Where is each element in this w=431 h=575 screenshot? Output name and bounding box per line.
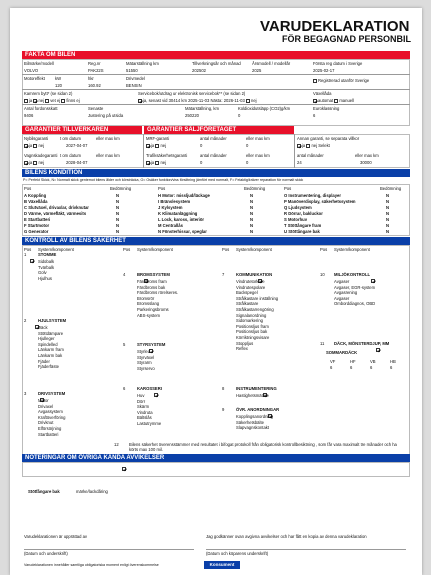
safety-item: Parkeringsbroms xyxy=(137,307,169,312)
condition-item-label: P Manöverdisplay, säkerhetssystem xyxy=(284,199,356,204)
safety-group-title: KAROSSERI xyxy=(137,386,162,391)
condition-item-label: F Startmotor xyxy=(24,223,50,228)
condition-item-label: B Växellåda xyxy=(24,199,48,204)
condition-item-label: D Värme, värmefläkt, värmesits xyxy=(24,211,87,216)
safety-group-number: 6 xyxy=(123,386,126,391)
field-label-kw: kW xyxy=(55,76,62,81)
imported-label: Registrerad utanför Sverige xyxy=(318,78,370,83)
service-book-options[interactable]: ja, senast vid 30414 km 2025-11-03 Nästa: 2026-11-03 nej xyxy=(138,98,257,103)
condition-item-label: U Stöttångare bak xyxy=(284,229,320,234)
service-book-label: Servicebok/utdrag ur elektronisk servicebok** (se sidan 2) xyxy=(138,91,246,96)
safety-group-number: 4 xyxy=(123,272,126,277)
divider xyxy=(143,134,144,168)
field-value-hp: 160.92 xyxy=(88,83,101,88)
timing-belt-label: Kamrem bytt* (se sidan 2) xyxy=(24,91,73,96)
safety-group-title: INSTRUMENTERING xyxy=(236,386,277,391)
safety-item: Fjäder xyxy=(38,358,50,364)
tire-depth-value: 6 xyxy=(330,365,333,370)
signature-line[interactable] xyxy=(24,549,194,550)
safety-item: Kopplingsanordning xyxy=(236,414,274,419)
safety-item: Strålkastare xyxy=(236,301,259,307)
safety-item: Strålkastare inställning xyxy=(236,295,279,301)
safety-pos-12: 12 xyxy=(114,442,119,447)
safety-col-system: System/komponent xyxy=(236,247,272,252)
field-value-modelyear: 2025 xyxy=(252,68,262,73)
safety-item: Hastighetsmätare xyxy=(236,393,269,398)
safety-item: Startbatteri xyxy=(38,431,59,437)
field-value-co2: 0 xyxy=(238,113,241,118)
safety-col-pos: Pos xyxy=(123,247,131,252)
traffic-safety-warranty-label: Trafiksäkerhetsgaranti xyxy=(146,153,188,158)
safety-item: Färdbroms bak xyxy=(137,284,166,290)
condition-item-label: S Motorhuv xyxy=(284,217,308,222)
safety-group-title: BROMSSYSTEM xyxy=(137,272,170,277)
safety-item: Positionsljus fram xyxy=(236,323,269,329)
divider xyxy=(22,104,410,105)
condition-item-rating[interactable]: N xyxy=(250,229,254,234)
condition-item-rating[interactable]: N xyxy=(250,217,254,222)
condition-item-rating[interactable]: N xyxy=(116,211,120,216)
vehicle-damage-warranty-date: 2028-04-07 xyxy=(66,160,88,165)
imported-checkbox[interactable] xyxy=(313,78,369,83)
condition-item-label: C Slutväxel, drivaxlar, drivknutar xyxy=(24,205,89,210)
safety-item: Dörr xyxy=(137,398,146,404)
traffic-safety-warranty-km: 0 xyxy=(246,160,249,165)
safety-group-number: 10 xyxy=(320,272,325,277)
section-facts-heading: FAKTA OM BILEN xyxy=(22,51,410,59)
field-value-regnr: PAK22S xyxy=(88,68,104,73)
safety-checkbox[interactable] xyxy=(30,259,34,263)
condition-item-rating[interactable]: N xyxy=(116,205,120,210)
safety-item: Skärm xyxy=(137,404,150,410)
safety-item: Länkarm bak xyxy=(38,353,63,358)
condition-col-pos: Pos xyxy=(284,186,292,191)
safety-item: Lastutrymme xyxy=(137,421,162,426)
condition-col-rating: Bedömning xyxy=(380,186,402,191)
safety-checkbox[interactable] xyxy=(154,393,158,397)
tire-position-label: HB xyxy=(390,359,396,364)
safety-col-pos: Pos xyxy=(24,247,32,252)
safety-item: Sidomarkering xyxy=(236,318,263,324)
section-warranty-seller-heading: GARANTIER SÄLJFÖRETAGET xyxy=(144,126,294,134)
warranty-col-label: eller max km xyxy=(96,153,120,158)
tire-depth-value: 6 xyxy=(370,365,373,370)
field-label-hp: hkr xyxy=(88,76,94,81)
condition-item-rating[interactable]: N xyxy=(386,229,390,234)
safety-item: Backspegel xyxy=(236,290,258,296)
condition-item-rating[interactable]: N xyxy=(250,211,254,216)
document-subtitle: FÖR BEGAGNAD PERSONBIL xyxy=(282,34,412,44)
section-notes-heading: NOTERINGAR OM ÖVRIGA KÄNDA AVVIKELSER xyxy=(22,454,410,462)
safety-group-number: 2 xyxy=(24,318,27,323)
warranty-col-label: MRF-garanti xyxy=(146,136,170,141)
safety-item: Spindelled xyxy=(38,341,58,347)
condition-col-rating: Bedömning xyxy=(110,186,132,191)
field-label-regnr: Reg.nr xyxy=(88,61,101,66)
safety-item: Huv xyxy=(137,393,145,398)
condition-legend: P= Perfekt Skick, N= Normalt skick gentemot bilens ålder och körsträcka, O= Osäker funktion/viss förslitning jämfört med normalt, F= Felaktig/kräver reparation för normalt skick xyxy=(23,178,304,182)
safety-group-number: 9 xyxy=(222,407,225,412)
condition-item-label: A Koppling xyxy=(24,193,47,198)
field-value-manufacture: 202502 xyxy=(192,68,206,73)
condition-item-label: E Startbatteri xyxy=(24,217,51,222)
safety-item: Hjulleger xyxy=(38,336,55,342)
safety-item: Säkerhetsbälte xyxy=(236,419,264,425)
safety-col-pos: Pos xyxy=(222,247,230,252)
tire-position-label: VF xyxy=(330,359,336,364)
safety-item: Golv xyxy=(38,270,47,276)
safety-group-number: 1 xyxy=(24,252,27,257)
condition-item-rating[interactable]: N xyxy=(250,205,254,210)
safety-item: Avgaser, EGR-system xyxy=(334,284,376,290)
prepared-by-label: Varudeklarationen är upprättad av xyxy=(24,534,88,539)
note-label: Stötfångare bak xyxy=(28,489,60,494)
condition-col-pos: Pos xyxy=(24,186,32,191)
safety-item: Elförsörjning xyxy=(38,426,62,431)
warranty-col-label: eller max km xyxy=(96,136,120,141)
warranty-col-label: eller max km xyxy=(246,136,270,141)
condition-item-rating[interactable]: N xyxy=(116,193,120,198)
safety-item: Drivknut xyxy=(38,420,54,426)
safety-item: ABS-system xyxy=(137,312,161,318)
field-label-firstreg: Första reg datum i Sverige xyxy=(313,61,363,66)
condition-item-rating[interactable]: N xyxy=(250,199,254,204)
condition-item-rating[interactable]: N xyxy=(386,205,390,210)
safety-group-title: MILJÖKONTROLL xyxy=(334,272,371,277)
condition-item-rating[interactable]: N xyxy=(116,217,120,222)
field-label-odometer: Mätarställning, km xyxy=(185,106,219,111)
field-label-co2: Koldioxidutsläpp (CO2)g/km xyxy=(238,106,291,111)
warranty-col-label: t om datum xyxy=(60,136,81,141)
safety-item: Vindruta xyxy=(137,409,153,415)
field-value-latest: Justering på utsida xyxy=(88,113,124,118)
buyer-signature-caption: (Datum och köparens underskrift) xyxy=(206,551,269,556)
condition-item-label: K Klimatanläggning xyxy=(158,211,198,216)
field-label-power: Motoreffekt xyxy=(24,76,45,81)
condition-item-rating[interactable]: N xyxy=(250,193,254,198)
safety-item: Styrled xyxy=(137,349,151,354)
safety-item: Färdbroms fram xyxy=(137,279,167,284)
safety-group-title: STOMME xyxy=(38,252,57,257)
safety-item: Motor xyxy=(38,398,49,403)
divider xyxy=(22,74,410,75)
section-safety-heading: KONTROLL AV BILENS SÄKERHET xyxy=(22,237,410,245)
safety-group-number: 8 xyxy=(222,386,225,391)
condition-item-label: M Centrallås xyxy=(158,223,183,228)
safety-item: Stoppljus xyxy=(236,340,254,346)
safety-group-title: STYRSYSTEM xyxy=(137,342,166,347)
tire-position-label: VB xyxy=(370,359,376,364)
safety-group-number: 5 xyxy=(123,342,126,347)
safety-group-title: ÖVR. ANORDNINGAR xyxy=(236,407,280,412)
field-label-manufacture: Tillverkningsår och månad xyxy=(192,61,241,66)
safety-item: Styrarm xyxy=(137,360,152,366)
safety-item: Reflex xyxy=(236,346,248,352)
safety-item: Körriktningsvisare xyxy=(236,335,270,340)
consumer-logo: Konsument xyxy=(204,561,240,569)
condition-item-label: N Fönsterhissar, speglar xyxy=(158,229,207,234)
safety-item: Signalanordning xyxy=(236,312,267,318)
condition-item-label: Q Ljudsystem xyxy=(284,205,312,210)
mrf-warranty-check[interactable]: ja nej xyxy=(146,143,166,148)
declaration-page xyxy=(10,8,422,575)
safety-item: Sidobalk xyxy=(38,259,55,264)
safety-item: Däck xyxy=(38,325,48,330)
safety-item: Bältslås xyxy=(137,415,152,421)
traffic-safety-warranty-months: 0 xyxy=(200,160,203,165)
condition-item-label: L Lock, kaross, interiör xyxy=(158,217,205,222)
vehicle-damage-warranty-check[interactable]: ja nej xyxy=(24,160,44,165)
gearbox-label: Växellåda xyxy=(313,91,332,96)
safety-item: Länkarm fram xyxy=(38,347,64,353)
safety-group-number: 11 xyxy=(320,341,325,346)
condition-item-label: R Dörrar, bakluckor xyxy=(284,211,323,216)
safety-item: Strålkastarrengöring xyxy=(236,307,274,312)
safety-item: Stöttdämpare xyxy=(38,330,64,336)
safety-checkbox[interactable] xyxy=(376,348,380,352)
safety-col-pos: Pos xyxy=(320,247,328,252)
warranty-col-label: eller max km xyxy=(355,153,379,158)
safety-item: Avgassystem xyxy=(38,409,63,415)
notes-box xyxy=(22,462,410,477)
field-label-fuel: Drivmedel xyxy=(126,76,145,81)
condition-col-rating: Bedömning xyxy=(244,186,266,191)
condition-item-rating[interactable]: N xyxy=(386,193,390,198)
safety-item: Tvärbalk xyxy=(38,264,55,270)
new-car-warranty-check[interactable]: ja nej xyxy=(24,143,44,148)
field-value-kw: 120 xyxy=(55,83,62,88)
other-warranty-check[interactable]: ja nej Selekt xyxy=(297,143,330,148)
field-label-modelyear: Årsmodell / modellår xyxy=(252,61,291,66)
field-label-tax: Antal fordonsskatt xyxy=(24,106,58,111)
safety-item: Färdbroms rörelseres. xyxy=(137,290,179,296)
condition-item-rating[interactable]: N xyxy=(250,223,254,228)
safety-item: Omborddiagnos, OBD xyxy=(334,301,376,307)
condition-box xyxy=(22,184,410,236)
vehicle-damage-warranty-label: Vagnskadegaranti xyxy=(24,153,58,158)
safety-group-title: DÄCK, MÖNSTERDJUP, MM xyxy=(334,341,390,346)
mrf-warranty-months: 0 xyxy=(200,143,203,148)
safety-group-number: 7 xyxy=(222,272,225,277)
safety-item: Hjulhus xyxy=(38,275,52,281)
safety-item: Vindrutespolare xyxy=(236,284,266,290)
safety-group-title: HJULSYSTEM xyxy=(38,318,67,323)
safety-group-title: KOMMUNIKATION xyxy=(236,272,273,277)
field-value-odometer: 250220 xyxy=(185,113,199,118)
field-value-euro: 6 xyxy=(313,113,316,118)
field-label-euro: Euroklassning xyxy=(313,106,340,111)
other-warranty-months: 24 xyxy=(297,160,302,165)
warranty-col-label: t om datum xyxy=(60,153,81,158)
section-warranty-manufacturer-heading: GARANTIER TILLVERKAREN xyxy=(22,126,142,134)
safety-item: Styrväxel xyxy=(137,354,155,360)
safety-item: Avgaser xyxy=(334,279,350,284)
divider xyxy=(294,134,295,168)
condition-item-label: I Bränslesystem xyxy=(158,199,191,204)
note-text: märke/lackdåring xyxy=(76,489,108,494)
fine-print: Varudeklarationen innehåller samtliga obligatoriska moment enligt överenskommelse xyxy=(24,563,159,567)
other-warranty-label: Annan garanti, se separata villkor xyxy=(297,136,360,141)
section-condition-heading: BILENS KONDITION xyxy=(22,169,410,177)
field-value-mileage: 51550 xyxy=(126,68,138,73)
condition-item-rating[interactable]: N xyxy=(386,199,390,204)
condition-item-label: T Stöttångare fram xyxy=(284,223,322,228)
condition-col-pos: Pos xyxy=(158,186,166,191)
warranty-col-label: antal månader xyxy=(297,153,324,158)
safety-item: Avgasrening xyxy=(334,290,358,296)
safety-item: Bromsslang xyxy=(137,301,160,307)
field-value-tax: 9406 xyxy=(24,113,34,118)
condition-item-label: J Kylsystem xyxy=(158,205,183,210)
safety-item: Bromsrör xyxy=(137,295,155,301)
buyer-approval-label: Jag godkänner ovan avgivna avvikelser och har fått en kopia av denna varudeklaration xyxy=(206,534,367,539)
condition-item-rating[interactable]: N xyxy=(386,211,390,216)
tire-depth-value: 6 xyxy=(390,365,393,370)
safety-checkbox[interactable] xyxy=(371,279,375,283)
warranty-col-label: eller max km xyxy=(246,153,270,158)
warranty-col-label: antal månader xyxy=(200,153,227,158)
safety-item: Vindrutetorkare xyxy=(236,279,265,284)
safety-item: Slapvagnskontakt xyxy=(236,425,270,431)
safety-col-system: System/komponent xyxy=(137,247,173,252)
mrf-warranty-km: 0 xyxy=(246,143,249,148)
tire-depth-value: 6 xyxy=(350,365,353,370)
field-label-latest: Senaste xyxy=(88,106,104,111)
safety-item: Avgaser xyxy=(334,295,350,301)
safety-inspection-note: Bilens säkerhet överensstämmer med resultatet i bifogat protokoll från obligatorisk kontrollbesiktning , som får vara maximalt tre månader och ha körts max 100 mil. xyxy=(129,442,397,452)
safety-item: Drivaxel xyxy=(38,403,54,409)
field-value-fuel: BENSIN xyxy=(126,83,142,88)
tire-position-label: HF xyxy=(350,359,356,364)
traffic-safety-warranty-check[interactable]: ja nej xyxy=(146,160,166,165)
condition-item-label: G Generator xyxy=(24,229,49,234)
condition-item-rating[interactable]: N xyxy=(116,199,120,204)
warranty-col-label: Nybilsgaranti xyxy=(24,136,49,141)
field-label-mileage: Mätarställning km xyxy=(126,61,159,66)
timing-belt-options[interactable]: ja nej vet ej finns ej xyxy=(24,98,80,103)
condition-item-label: H Motor: missljud/läckage xyxy=(158,193,210,198)
field-value-firstreg: 2025-02-17 xyxy=(313,68,335,73)
field-label-make: Bilmärke/modell xyxy=(24,61,54,66)
condition-item-label: O Instrumentering, displayer xyxy=(284,193,342,198)
safety-group-number: 3 xyxy=(24,391,27,396)
safety-group-title: DRIVSYSTEM xyxy=(38,391,66,396)
condition-item-rating[interactable]: N xyxy=(116,229,120,234)
safety-item: Styrservo xyxy=(137,365,155,371)
safety-item: Fjäderfäste xyxy=(38,364,59,370)
condition-item-rating[interactable]: N xyxy=(386,217,390,222)
field-value-make: VOLVO xyxy=(24,68,39,73)
safety-col-system: System/komponent xyxy=(334,247,370,252)
safety-col-system: System/komponent xyxy=(38,247,74,252)
new-car-warranty-date: 2027-04-07 xyxy=(66,143,88,148)
tire-season-label: SOMMARDÄCK xyxy=(326,350,358,355)
safety-item: Kraftöverföring xyxy=(38,414,66,420)
gearbox-options[interactable]: automat manuell xyxy=(313,98,354,103)
condition-item-rating[interactable]: N xyxy=(386,223,390,228)
document-title: VARUDEKLARATION xyxy=(260,18,410,35)
warranty-col-label: antal månader xyxy=(200,136,227,141)
seller-signature-caption: (Datum och underskrift) xyxy=(24,551,68,556)
other-warranty-km: 30000 xyxy=(360,160,372,165)
signature-line[interactable] xyxy=(206,549,406,550)
divider xyxy=(22,89,410,90)
condition-item-rating[interactable]: N xyxy=(116,223,120,228)
safety-item: Positionsljus bak xyxy=(236,329,268,335)
